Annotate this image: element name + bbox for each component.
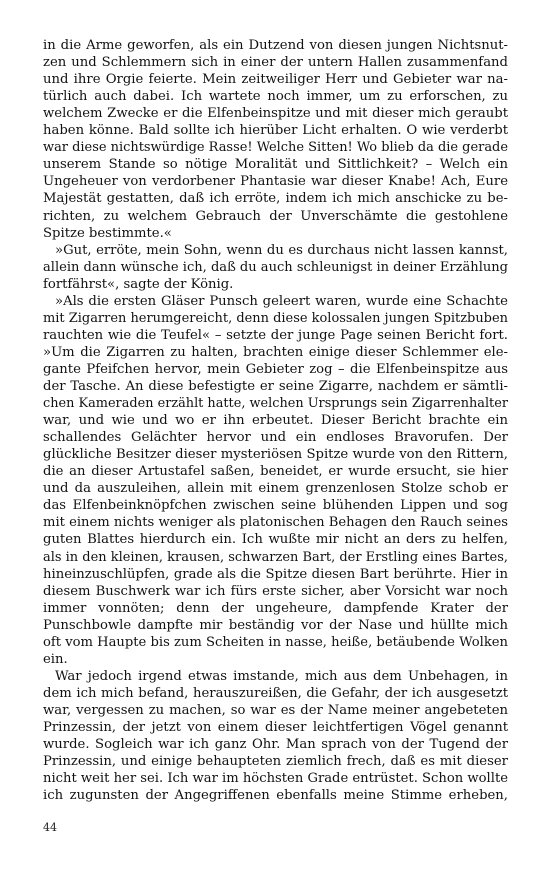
text-line: »Um die Zigarren zu halten, brachten einige dieser Schlemmer ele-: [43, 344, 508, 360]
text-line: haben könne. Bald sollte ich hierüber Licht erhalten. O wie verderbt: [43, 123, 508, 139]
text-line: Spitze bestimmte.«: [43, 225, 172, 241]
text-line: oft vom Haupte bis zum Scheiten in nasse, heiße, betäubende Wolken: [43, 634, 508, 650]
text-line: war diese nichtswürdige Rasse! Welche Sitten! Wo blieb da die gerade: [43, 140, 508, 156]
text-line: ein.: [43, 651, 68, 667]
text-line: der Tasche. An diese befestigte er seine Zigarre, nachdem er sämtli-: [43, 379, 508, 394]
text-line: allein dann wünsche ich, daß du auch schleunigst in deiner Erzählung: [43, 259, 508, 275]
text-line: Punschbowle dampfte mir beständig vor der Nase und hüllte mich: [43, 617, 508, 633]
text-line: welchem Zwecke er die Elfenbeinspitze und mit dieser mich geraubt: [43, 106, 508, 122]
text-line: glückliche Besitzer dieser mysteriösen Spitze wurde von den Rittern,: [43, 447, 508, 463]
text-line: mit Zigarren herumgereicht, denn diese kolossalen jungen Spitzbuben: [43, 310, 508, 326]
text-line: türlich auch dabei. Ich wartete noch immer, um zu erforschen, zu: [43, 89, 508, 105]
text-line: und da auszuleihen, allein mit einem grenzenlosen Stolze schob er: [43, 481, 508, 497]
text-line: fortfährst«, sagte der König.: [43, 276, 234, 292]
text-line: Ungeheuer von verdorbener Phantasie war dieser Knabe! Ach, Eure: [43, 174, 508, 190]
text-line: die an dieser Artustafel saßen, beneidet, er wurde ersucht, sie hier: [43, 464, 508, 480]
text-line: unserem Stande so nötige Moralität und Sittlichkeit? – Welch ein: [43, 157, 508, 173]
text-line: in die Arme geworfen, als ein Dutzend von diesen jungen Nichtsnut-: [43, 38, 508, 53]
text-line: zen und Schlemmern sich in einer der untern Hallen zusammenfand: [43, 55, 508, 71]
text-line: dem ich mich befand, herauszureißen, die Gefahr, der ich ausgesetzt: [43, 685, 508, 701]
text-line: mit einem nichts weniger als platonischen Behagen den Rauch seines: [43, 515, 508, 531]
text-line: chen Kameraden erzählt hatte, welchen Ursprungs sein Zigarrenhalter: [43, 396, 508, 412]
text-line: Prinzessin, der jetzt von einem dieser leichtfertigen Vögel genannt: [43, 720, 508, 735]
text-line: »Gut, erröte, mein Sohn, wenn du es durchaus nicht lassen kannst,: [55, 242, 508, 258]
text-line: hineinzuschlüpfen, grade als die Spitze diesen Bart berührte. Hier in: [43, 566, 508, 582]
text-line: als in den kleinen, krausen, schwarzen Bart, der Erstling eines Bartes,: [43, 549, 508, 565]
page-number: 44: [43, 821, 57, 834]
text-line: war, vergessen zu machen, so war es der Name meiner angebeteten: [43, 702, 508, 718]
text-line: War jedoch irgend etwas imstande, mich aus dem Unbehagen, in: [55, 668, 508, 684]
text-line: diesem Buschwerk war ich fürs erste sicher, aber Vorsicht war noch: [43, 583, 508, 599]
text-line: ich zugunsten der Angegriffenen ebenfalls meine Stimme erheben,: [43, 788, 508, 804]
text-line: richten, zu welchem Gebrauch der Unverschämte die gestohlene: [43, 208, 508, 224]
text-line: und ihre Orgie feierte. Mein zeitweiliger Herr und Gebieter war na-: [43, 72, 508, 88]
text-line: Prinzessin, und einige behaupteten ziemlich frech, daß es mit dieser: [43, 754, 508, 770]
text-line: gante Pfeifchen hervor, mein Gebieter zog – die Elfenbeinspitze aus: [43, 361, 508, 377]
text-line: das Elfenbeinknöpfchen zwischen seine blühenden Lippen und sog: [43, 498, 508, 514]
text-line: immer vonnöten; denn der ungeheure, dampfende Krater der: [43, 600, 508, 616]
text-line: »Als die ersten Gläser Punsch geleert waren, wurde eine Schachte: [55, 293, 508, 309]
text-line: schallendes Gelächter hervor und ein endloses Bravorufen. Der: [43, 430, 508, 446]
text-line: rauchten wie die Teufel« – setzte der junge Page seinen Bericht fort.: [43, 327, 508, 343]
text-line: nicht weit her sei. Ich war im höchsten Grade entrüstet. Schon wollte: [43, 771, 508, 787]
text-line: war, und wie und wo er ihn erbeutet. Dieser Bericht brachte ein: [43, 413, 508, 429]
text-line: guten Blattes hierdurch ein. Ich wußte mir nicht an ders zu helfen,: [43, 532, 508, 548]
text-line: wurde. Sogleich war ich ganz Ohr. Man sprach von der Tugend der: [43, 737, 508, 753]
text-line: Majestät gestatten, daß ich erröte, indem ich mich anschicke zu be-: [43, 191, 508, 207]
